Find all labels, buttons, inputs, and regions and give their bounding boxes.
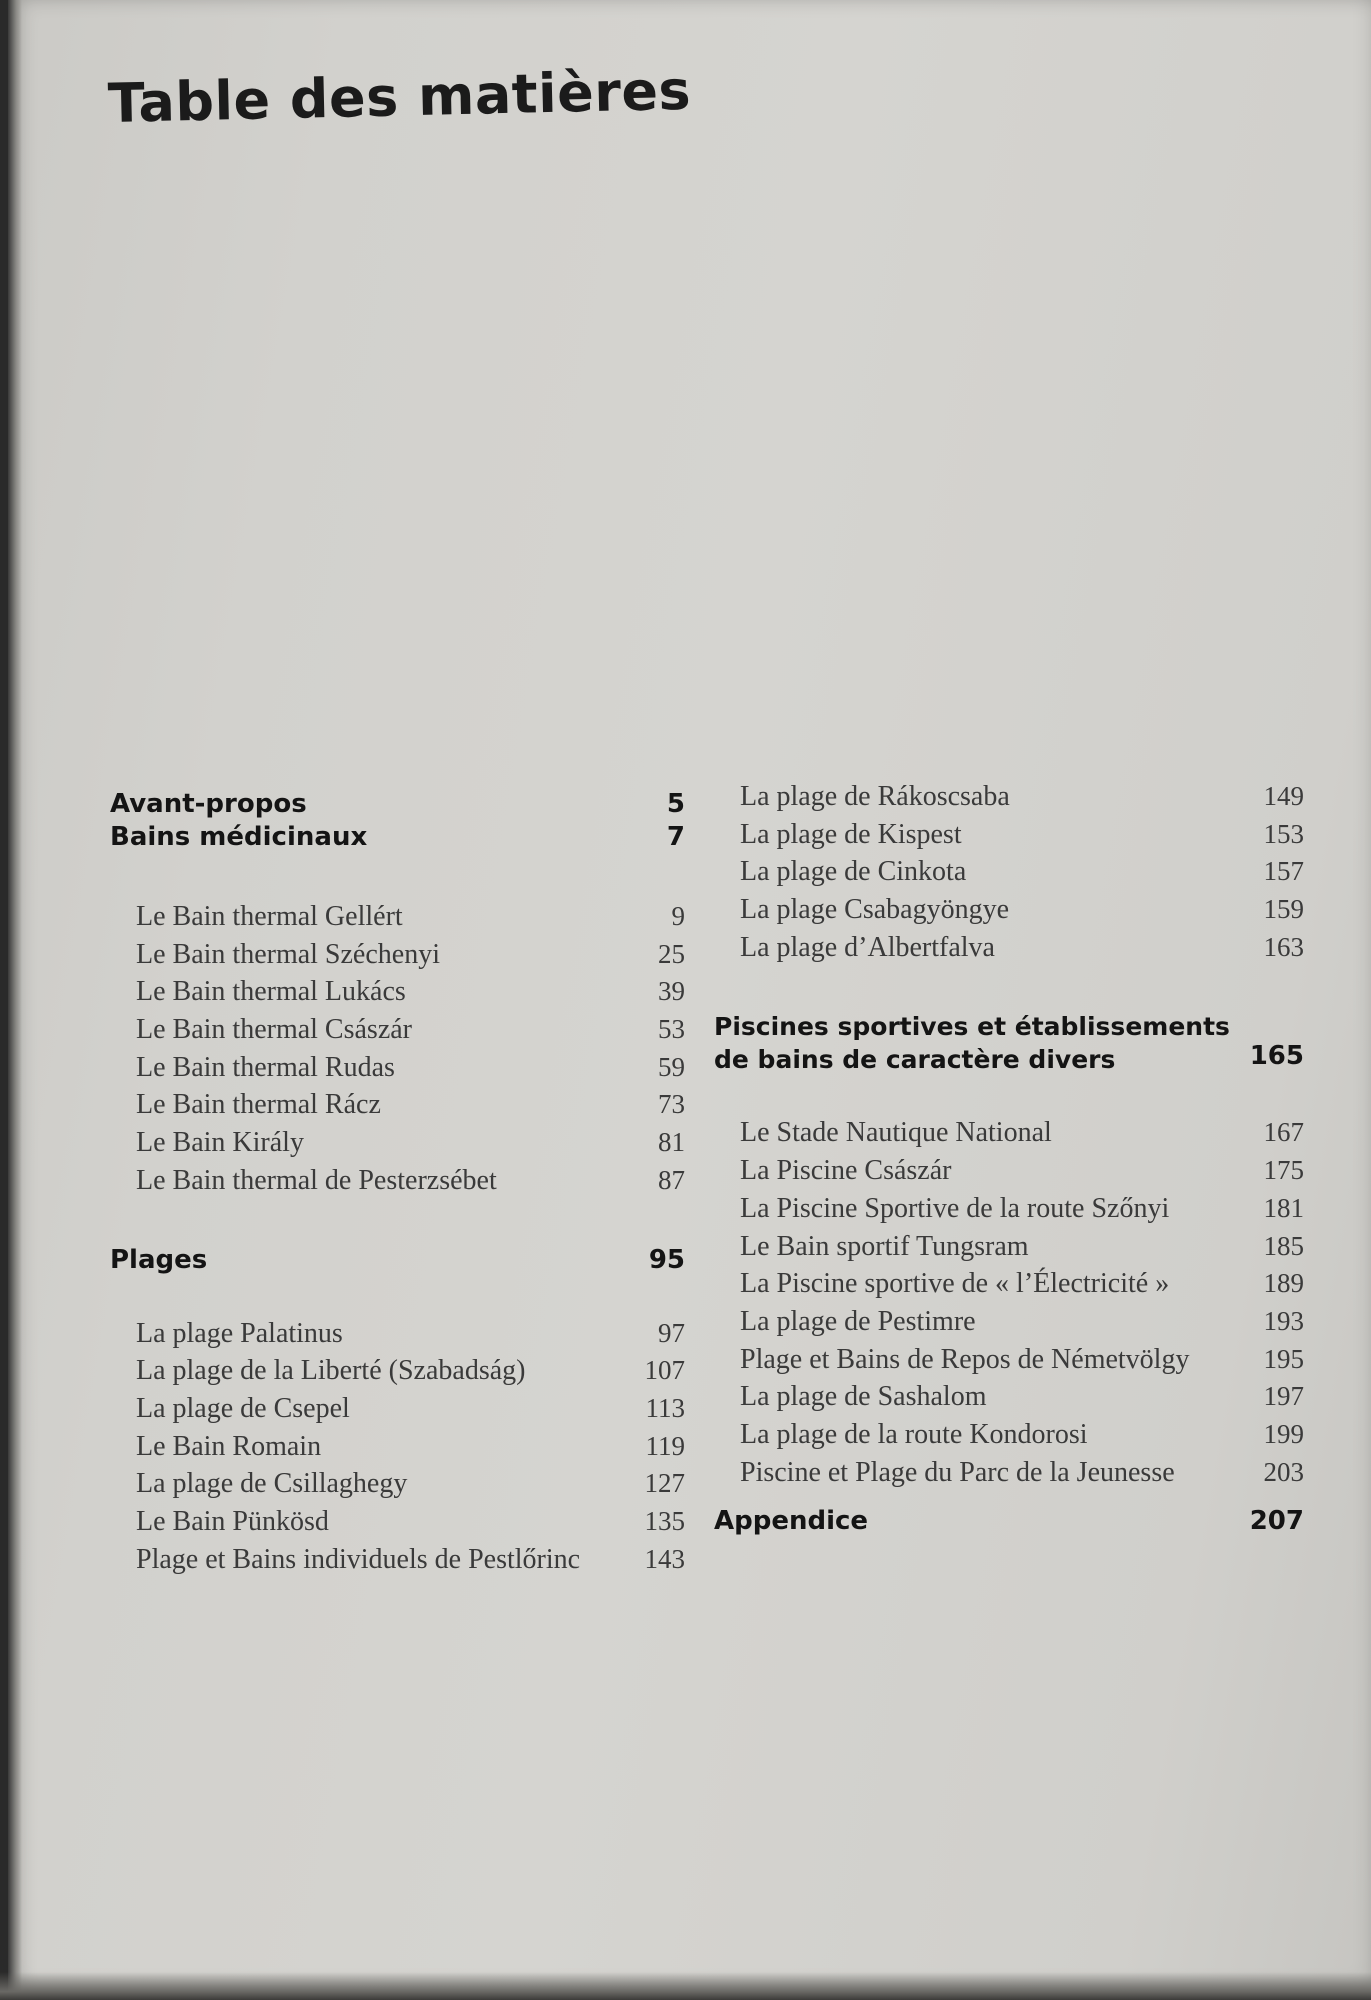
toc-entry-label: La plage Palatinus — [136, 1317, 343, 1349]
toc-entry — [714, 1228, 1304, 1266]
toc-page-number: 127 — [644, 1468, 685, 1499]
toc-entry — [714, 1265, 1304, 1303]
toc-page-number: 195 — [1263, 1343, 1304, 1374]
toc-entry-label: Le Bain thermal de Pesterzsébet — [136, 1164, 497, 1196]
toc-entry-label: Plage et Bains individuels de Pestlőrinc — [136, 1543, 581, 1575]
page-title: Table des matières — [107, 58, 692, 135]
toc-section-plages — [110, 1244, 685, 1277]
toc-section-label: Avant-propos — [110, 789, 307, 819]
toc-entry-label: La plage de Cinkota — [740, 856, 967, 888]
toc-entry — [110, 898, 685, 936]
toc-page-number: 7 — [666, 822, 685, 852]
toc-entry — [714, 853, 1304, 891]
toc-entry — [714, 1190, 1304, 1228]
toc-entry — [110, 1049, 685, 1087]
spacer — [110, 1277, 685, 1315]
toc-entry-label: Le Bain Pünkösd — [136, 1505, 329, 1537]
toc-entry-label: La plage Csabagyöngye — [740, 894, 1010, 926]
toc-entry — [714, 1152, 1304, 1190]
toc-entry — [110, 1541, 685, 1579]
toc-section-bains-medicinaux — [110, 821, 685, 854]
toc-entry-label: Le Bain thermal Rácz — [136, 1089, 381, 1121]
toc-entry — [714, 929, 1304, 967]
toc-page-number: 97 — [658, 1317, 685, 1348]
toc-entry-label: La Piscine Sportive de la route Szőnyi — [740, 1192, 1170, 1224]
toc-page-number: 207 — [1249, 1506, 1304, 1537]
toc-section-avant-propos — [110, 788, 685, 821]
toc-section-label: Appendice — [714, 1506, 869, 1537]
toc-entry-label: Le Bain thermal Lukács — [136, 976, 406, 1008]
toc-entry — [110, 1428, 685, 1466]
toc-entry-label: Le Bain sportif Tungsram — [740, 1230, 1029, 1262]
toc-entry-label: La plage de Rákoscsaba — [740, 781, 1010, 812]
toc-entry — [110, 1124, 685, 1162]
toc-entry — [714, 1303, 1304, 1341]
toc-page-number: 59 — [658, 1051, 685, 1082]
toc-page-number: 135 — [644, 1505, 685, 1536]
toc-entry-label: Le Stade Nautique National — [740, 1117, 1052, 1149]
spacer — [714, 1076, 1304, 1114]
toc-entry-label: Le Bain thermal Gellért — [136, 901, 403, 932]
toc-page-number: 197 — [1263, 1381, 1304, 1412]
toc-page-number: 119 — [645, 1430, 685, 1461]
toc-page-number: 193 — [1263, 1305, 1304, 1336]
toc-entry-label: Le Bain thermal Rudas — [136, 1051, 395, 1083]
toc-entry-label: La plage de Csepel — [136, 1392, 350, 1424]
toc-entry — [714, 1416, 1304, 1454]
toc-page-number: 53 — [658, 1014, 685, 1045]
toc-page-number: 185 — [1263, 1230, 1304, 1261]
toc-page-number: 165 — [1249, 1040, 1304, 1071]
toc-entry — [110, 1086, 685, 1124]
toc-entry — [110, 1503, 685, 1541]
toc-right-column — [714, 778, 1304, 1538]
toc-entry-label: Piscine et Plage du Parc de la Jeunesse — [740, 1456, 1175, 1488]
book-page — [8, 0, 1371, 2000]
toc-page-number: 81 — [658, 1127, 685, 1158]
toc-page-number: 9 — [671, 901, 685, 931]
toc-page-number: 181 — [1263, 1192, 1304, 1223]
spacer — [110, 854, 685, 898]
toc-entry-label: Le Bain Romain — [136, 1430, 322, 1462]
page-bottom-edge — [0, 1972, 1371, 2000]
toc-entry-label: La Piscine sportive de « l’Électricité » — [740, 1268, 1170, 1300]
toc-page-number: 113 — [645, 1392, 685, 1423]
toc-page-number: 175 — [1263, 1155, 1304, 1186]
toc-entry — [110, 973, 685, 1011]
toc-entry — [110, 1390, 685, 1428]
toc-page-number: 159 — [1263, 894, 1304, 925]
toc-entry-label: La Piscine Császár — [740, 1155, 952, 1187]
toc-entry-label: Plage et Bains de Repos de Németvölgy — [740, 1343, 1190, 1375]
toc-section-label: Bains médicinaux — [110, 822, 368, 852]
toc-section-label-line: de bains de caractère divers — [714, 1045, 1116, 1075]
spacer — [110, 1200, 685, 1244]
toc-entry — [714, 816, 1304, 854]
toc-entry-label: La plage de Csillaghegy — [136, 1468, 408, 1500]
toc-left-column — [110, 788, 685, 1578]
toc-page-number: 143 — [644, 1543, 685, 1574]
toc-entry-label: Le Bain Király — [136, 1127, 304, 1159]
toc-entry — [110, 1352, 685, 1390]
toc-section-label-line: Piscines sportives et établissements — [714, 1012, 1230, 1042]
toc-page-number: 25 — [658, 938, 685, 969]
toc-entry — [714, 1454, 1304, 1492]
toc-page-number: 149 — [1263, 781, 1304, 811]
spacer — [714, 966, 1304, 1010]
toc-page-number: 163 — [1263, 931, 1304, 962]
toc-entry — [110, 1011, 685, 1049]
toc-page-number: 5 — [666, 789, 685, 819]
toc-entry — [110, 1162, 685, 1200]
toc-entry — [110, 1465, 685, 1503]
toc-page-number: 87 — [658, 1164, 685, 1195]
toc-entry — [714, 891, 1304, 929]
toc-entry-label: La plage de Sashalom — [740, 1381, 987, 1413]
toc-entry — [110, 1315, 685, 1353]
toc-page-number: 73 — [658, 1089, 685, 1120]
toc-section-piscines — [714, 1010, 1304, 1076]
toc-entry-label: La plage de Kispest — [740, 818, 962, 850]
toc-entry-label: Le Bain thermal Széchenyi — [136, 938, 440, 970]
toc-page-number: 167 — [1263, 1117, 1304, 1148]
spine-shadow — [8, 0, 22, 2000]
toc-entry — [714, 1378, 1304, 1416]
toc-page-number: 157 — [1263, 856, 1304, 887]
toc-page-number: 39 — [658, 976, 685, 1007]
toc-page-number: 95 — [648, 1244, 685, 1275]
toc-page-number: 203 — [1263, 1456, 1304, 1487]
toc-page-number: 189 — [1263, 1268, 1304, 1299]
toc-entry-label: La plage de la Liberté (Szabadság) — [136, 1355, 526, 1387]
toc-entry — [110, 936, 685, 974]
toc-section-label: Plages — [110, 1244, 208, 1275]
toc-entry — [714, 1114, 1304, 1152]
toc-entry-label: La plage de Pestimre — [740, 1305, 976, 1337]
toc-entry — [714, 778, 1304, 816]
table-of-contents — [108, 781, 1308, 1588]
toc-entry-label: La plage d’Albertfalva — [740, 931, 995, 963]
toc-section-appendice — [714, 1505, 1304, 1538]
toc-section-label — [714, 1010, 1230, 1076]
toc-entry-label: Le Bain thermal Császár — [136, 1014, 413, 1046]
toc-entry — [714, 1341, 1304, 1379]
toc-page-number: 107 — [644, 1355, 685, 1386]
toc-page-number: 153 — [1263, 818, 1304, 849]
toc-entry-label: La plage de la route Kondorosi — [740, 1418, 1088, 1450]
toc-page-number: 199 — [1263, 1418, 1304, 1449]
